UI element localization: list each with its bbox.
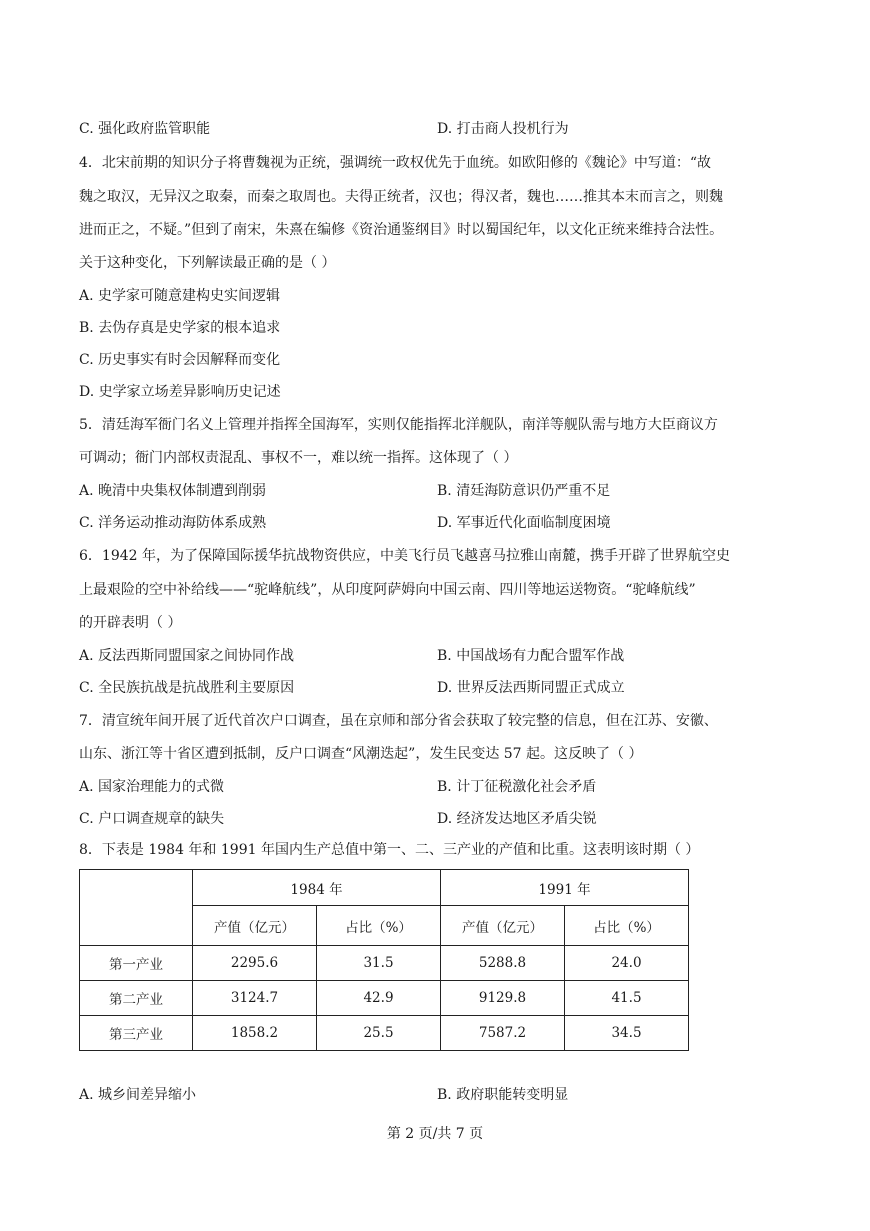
q4-option-c: C. 历史事实有时会因解释而变化 bbox=[79, 352, 281, 368]
subheader-1991-value: 产值（亿元） bbox=[441, 906, 565, 946]
q7-option-a: A. 国家治理能力的式微 bbox=[79, 779, 225, 795]
table-cell: 25.5 bbox=[317, 1016, 441, 1051]
q6-option-a: A. 反法西斯同盟国家之间协同作战 bbox=[79, 648, 295, 664]
q6-stem-line-1: 6．1942 年，为了保障国际援华抗战物资供应，中美飞行员飞越喜马拉雅山南麓，携手开辟了世界航空史 bbox=[79, 548, 730, 564]
q5-option-a: A. 晚清中央集权体制遭到削弱 bbox=[79, 483, 267, 499]
table-cell: 42.9 bbox=[317, 981, 441, 1016]
table-cell: 2295.6 bbox=[193, 946, 317, 981]
subheader-1984-value: 产值（亿元） bbox=[193, 906, 317, 946]
q6-option-b: B. 中国战场有力配合盟军作战 bbox=[437, 648, 625, 664]
q6-stem-line-3: 的开辟表明（ ） bbox=[79, 615, 182, 631]
q3-option-d: D. 打击商人投机行为 bbox=[437, 121, 569, 137]
q4-option-b: B. 去伪存真是史学家的根本追求 bbox=[79, 320, 281, 336]
q3-option-c: C. 强化政府监管职能 bbox=[79, 121, 211, 137]
table-corner-cell bbox=[80, 870, 193, 946]
row-label: 第一产业 bbox=[80, 946, 193, 981]
table-cell: 7587.2 bbox=[441, 1016, 565, 1051]
q4-stem-line-2: 魏之取汉，无异汉之取秦，而秦之取周也。夫得正统者，汉也；得汉者，魏也……推其本末而言之，则魏 bbox=[79, 189, 723, 205]
q6-stem-line-2: 上最艰险的空中补给线——“驼峰航线”，从印度阿萨姆向中国云南、四川等地运送物资。“驼峰航线” bbox=[79, 582, 696, 598]
gdp-table bbox=[79, 869, 689, 1051]
q7-option-d: D. 经济发达地区矛盾尖锐 bbox=[437, 811, 597, 827]
table-cell: 9129.8 bbox=[441, 981, 565, 1016]
q4-option-a: A. 史学家可随意建构史实间逻辑 bbox=[79, 288, 281, 304]
subheader-1991-share: 占比（%） bbox=[565, 906, 689, 946]
q6-option-c: C. 全民族抗战是抗战胜利主要原因 bbox=[79, 680, 295, 696]
table-row bbox=[80, 946, 689, 981]
q8-stem: 8．下表是 1984 年和 1991 年国内生产总值中第一、二、三产业的产值和比重。这表明该时期（ ） bbox=[79, 842, 700, 858]
table-header-row bbox=[80, 870, 689, 906]
table-row bbox=[80, 1016, 689, 1051]
q4-stem-line-1: 4．北宋前期的知识分子将曹魏视为正统，强调统一政权优先于血统。如欧阳修的《魏论》中写道：“故 bbox=[79, 155, 712, 171]
year-1991-header: 1991 年 bbox=[441, 870, 689, 906]
q5-option-c: C. 洋务运动推动海防体系成熟 bbox=[79, 515, 267, 531]
table-cell: 41.5 bbox=[565, 981, 689, 1016]
row-label: 第二产业 bbox=[80, 981, 193, 1016]
q7-stem-line-1: 7．清宣统年间开展了近代首次户口调查，虽在京师和部分省会获取了较完整的信息，但在江苏、安徽、 bbox=[79, 713, 718, 729]
q5-option-b: B. 清廷海防意识仍严重不足 bbox=[437, 483, 611, 499]
table-cell: 1858.2 bbox=[193, 1016, 317, 1051]
q7-option-b: B. 计丁征税激化社会矛盾 bbox=[437, 779, 597, 795]
table-cell: 5288.8 bbox=[441, 946, 565, 981]
row-label: 第三产业 bbox=[80, 1016, 193, 1051]
q4-option-d: D. 史学家立场差异影响历史记述 bbox=[79, 384, 281, 400]
q8-option-b: B. 政府职能转变明显 bbox=[437, 1087, 569, 1103]
table-cell: 3124.7 bbox=[193, 981, 317, 1016]
q7-option-c: C. 户口调查规章的缺失 bbox=[79, 811, 225, 827]
q5-stem-line-1: 5．清廷海军衙门名义上管理并指挥全国海军，实则仅能指挥北洋舰队，南洋等舰队需与地方大臣商议方 bbox=[79, 417, 718, 433]
year-1984-header: 1984 年 bbox=[193, 870, 441, 906]
q5-stem-line-2: 可调动；衙门内部权责混乱、事权不一，难以统一指挥。这体现了（ ） bbox=[79, 450, 518, 466]
table-row bbox=[80, 981, 689, 1016]
q5-option-d: D. 军事近代化面临制度困境 bbox=[437, 515, 611, 531]
page-footer: 第 2 页/共 7 页 bbox=[386, 1126, 484, 1142]
q4-stem-line-4: 关于这种变化，下列解读最正确的是（ ） bbox=[79, 255, 336, 271]
q6-option-d: D. 世界反法西斯同盟正式成立 bbox=[437, 680, 625, 696]
subheader-1984-share: 占比（%） bbox=[317, 906, 441, 946]
q4-stem-line-3: 进而正之，不疑。”但到了南宋，朱熹在编修《资治通鉴纲目》时以蜀国纪年，以文化正统来维持合法性。 bbox=[79, 222, 724, 238]
table-cell: 34.5 bbox=[565, 1016, 689, 1051]
table-cell: 24.0 bbox=[565, 946, 689, 981]
q7-stem-line-2: 山东、浙江等十省区遭到抵制，反户口调查“风潮迭起”，发生民变达 57 起。这反映了（ ） bbox=[79, 746, 643, 762]
table-cell: 31.5 bbox=[317, 946, 441, 981]
q8-option-a: A. 城乡间差异缩小 bbox=[79, 1087, 197, 1103]
